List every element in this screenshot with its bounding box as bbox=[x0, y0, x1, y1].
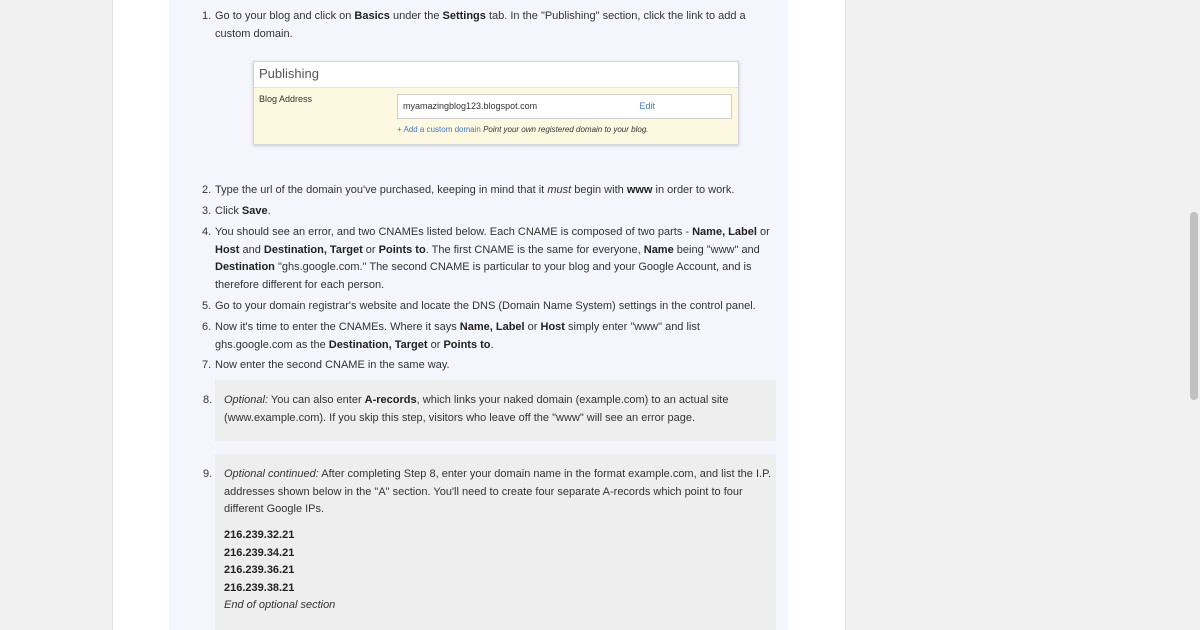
step-9: 9. Optional continued: After completing Step 8, enter your domain name in the format example.com, and list the I.P. addresses shown below in the "A" section. You'll need to create four separate A-records which point to four different Google IPs. bbox=[203, 468, 772, 515]
step-1: 1. Go to your blog and click on Basics under the Settings tab. In the "Publishing" section, click the link to add a custom domain. bbox=[202, 10, 746, 40]
blog-address-label: Blog Address bbox=[259, 94, 313, 104]
step-7: 7. Now enter the second CNAME in the same way. bbox=[202, 359, 450, 371]
add-domain-row bbox=[397, 125, 649, 134]
step-8: 8. Optional: You can also enter A-records, which links your naked domain (example.com) to an actual site (www.example.com). If you skip this step, visitors who leave off the "www" will see an error page. bbox=[203, 394, 729, 424]
step-5: 5. Go to your domain registrar's website and locate the DNS (Domain Name System) settings in the control panel. bbox=[202, 300, 756, 312]
ip-address: 216.239.36.21 bbox=[224, 564, 295, 576]
ip-address: 216.239.38.21 bbox=[224, 581, 295, 594]
step-3: 3. Click Save. bbox=[202, 205, 271, 217]
blog-address-value: myamazingblog123.blogspot.com bbox=[403, 101, 538, 111]
blog-address-field[interactable] bbox=[397, 94, 732, 119]
google-ip-list bbox=[224, 527, 335, 615]
step-2: 2. Type the url of the domain you've purchased, keeping in mind that it must begin with www in order to work. bbox=[202, 184, 735, 196]
step-4: 4. You should see an error, and two CNAMEs listed below. Each CNAME is composed of two parts - Name, Label or Host and Destination, Target or Points to. The first CNAME is the same for everyone, Name being "www" and Destination "ghs.google.com." The second CNAME is particular to your blog and your Google Account, and is therefore different for each person. bbox=[202, 226, 770, 291]
add-domain-hint: Point your own registered domain to your blog. bbox=[483, 125, 649, 134]
edit-link[interactable]: Edit bbox=[639, 101, 655, 111]
ip-address: 216.239.34.21 bbox=[224, 546, 295, 559]
plus-icon: + bbox=[397, 125, 402, 134]
add-custom-domain-link[interactable]: Add a custom domain bbox=[403, 125, 481, 134]
publishing-panel bbox=[253, 61, 739, 145]
ip-address: 216.239.32.21 bbox=[224, 529, 295, 541]
scrollbar[interactable] bbox=[1186, 0, 1200, 630]
step-6: 6. Now it's time to enter the CNAMEs. Where it says Name, Label or Host simply enter "www" and list ghs.google.com as the Destination, Target or Points to. bbox=[202, 321, 700, 351]
publishing-title: Publishing bbox=[254, 62, 738, 88]
scrollbar-thumb[interactable] bbox=[1190, 212, 1198, 400]
end-optional-note: End of optional section bbox=[224, 599, 336, 611]
